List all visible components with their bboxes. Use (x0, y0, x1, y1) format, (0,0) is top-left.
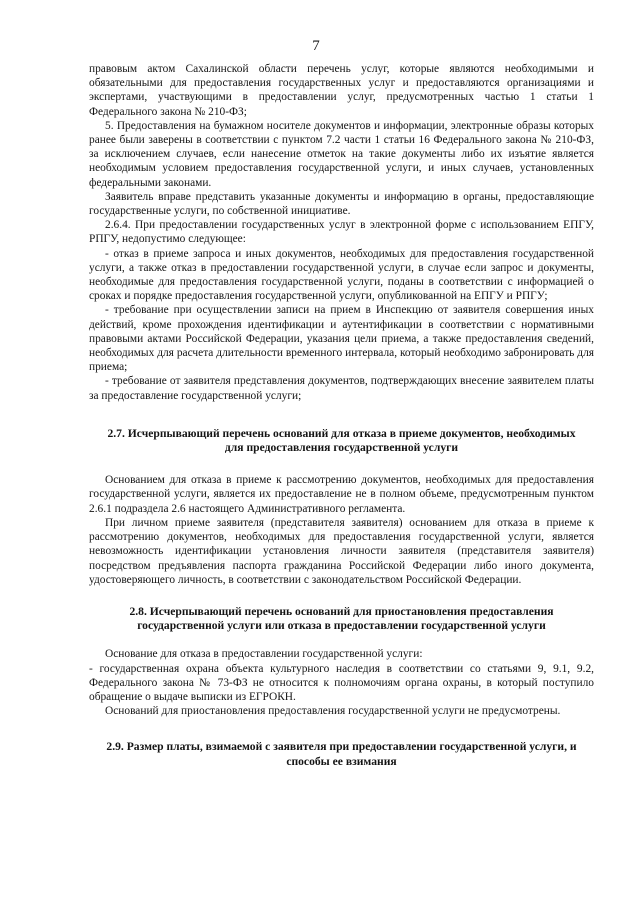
section-heading-2-9: 2.9. Размер платы, взимаемой с заявителя при предоставлении государственной услуги, и способы ее взимания (106, 740, 577, 768)
paragraph: 2.6.4. При предоставлении государственных услуг в электронной форме с использованием ЕПГУ, РПГУ, недопустимо следующее: (89, 219, 594, 246)
list-item: - отказ в приеме запроса и иных документов, необходимых для предоставления государственной услуги, а также отказ в предоставлении государственной услуги, в случае если запрос и документы, необходимые для предоставления государственной услуги, поданы в соответствии с информацией о сроках и порядке предоставления государственной услуги, опубликованной на ЕПГУ и РПГУ; (89, 247, 594, 303)
list-item: - требование от заявителя представления документов, подтверждающих внесение заявителем платы за предоставление государственной услуги; (89, 375, 594, 402)
list-item: - требование при осуществлении записи на прием в Инспекцию от заявителя совершения иных действий, кроме прохождения идентификации и аутентификации в соответствии с нормативными правовыми актами Российской Федерации, указания цели приема, а также предоставления сведений, необходимых для расчета длительности временного интервала, который необходимо забронировать для приема; (89, 304, 594, 374)
page-number: 7 (312, 38, 320, 54)
section-heading-2-7: 2.7. Исчерпывающий перечень оснований для отказа в приеме документов, необходимых для предоставления государственной услуги (107, 426, 576, 455)
paragraph: правовым актом Сахалинской области перечень услуг, которые являются необходимыми и обязательными для предоставления государственных услуг и предоставляются организациями и экспертами, участвующими в предоставлении услуг, предусмотренных частью 1 статьи 1 Федерального закона № 210-ФЗ; (89, 63, 594, 118)
document-body (89, 62, 594, 769)
paragraph: Основание для отказа в предоставлении государственной услуги: (105, 648, 423, 661)
paragraph: При личном приеме заявителя (представителя заявителя) основанием для отказа в приеме к рассмотрению документов, необходимых для предоставления государственной услуги, является невозможность идентификации установления личности заявителя (представителя заявителя) посредством предъявления паспорта гражданина Российской Федерации либо иного документа, удостоверяющего личность, в соответствии с законодательством Российской Федерации. (89, 516, 594, 586)
paragraph: Оснований для приостановления предоставления государственной услуги не предусмотрены. (105, 705, 561, 718)
paragraph: 5. Предоставления на бумажном носителе документов и информации, электронные образы которых ранее были заверены в соответствии с пунктом 7.2 части 1 статьи 16 Федерального закона № 210-ФЗ, за исключением случаев, если нанесение отметок на такие документы либо их изъятие является необходимым условием предоставления государственной услуги, и иных случаев, установленных федеральными законами. (89, 119, 594, 189)
list-item: - государственная охрана объекта культурного наследия в соответствии со статьями 9, 9.1, 9.2, Федерального закона № 73-ФЗ не относится к полномочиям органа охраны, в который поступило обращение о выдаче выписки из ЕГРОКН. (89, 662, 594, 703)
paragraph: Заявитель вправе представить указанные документы и информацию в органы, предоставляющие государственные услуги, по собственной инициативе. (89, 190, 594, 218)
section-heading-2-8: 2.8. Исчерпывающий перечень оснований для приостановления предоставления государственной услуги или отказа в предоставлении государственной услуги (129, 604, 554, 633)
paragraph: Основанием для отказа в приеме к рассмотрению документов, необходимых для предоставления государственной услуги, является их предоставление не в полном объеме, предусмотренным пунктом 2.6.1 подраздела 2.6 настоящего Административного регламента. (89, 474, 594, 515)
